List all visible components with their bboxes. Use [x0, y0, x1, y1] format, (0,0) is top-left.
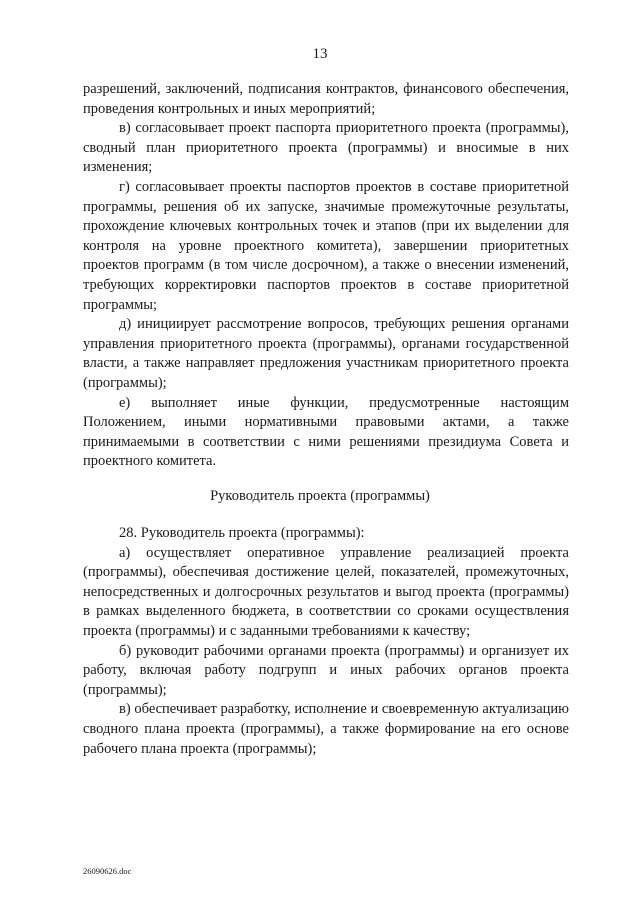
section-1-text: [83, 80, 569, 472]
paragraph-item-d: д) инициирует рассмотрение вопросов, требующих решения органами управления приоритетного проекта (программы), органами государственной власти, а также направляет предложения участникам приоритетного проекта (программы);: [83, 316, 569, 391]
paragraph-item-v: в) согласовывает проект паспорта приоритетного проекта (программы), сводный план приоритетного проекта (программы) и вносимые в них изменения;: [83, 120, 569, 176]
paragraph-item-g: г) согласовывает проекты паспортов проектов в составе приоритетной программы, решения об их запуске, значимые промежуточные результаты, прохождение ключевых контрольных точек и этапов (при их выделении для контроля на уровне проектного комитета), завершении приоритетных проектов программ (в том числе досрочном), а также о внесении изменений, требующих корректировки паспортов проектов в составе приоритетной программы;: [83, 178, 569, 313]
paragraph-item-b: б) руководит рабочими органами проекта (программы) и организует их работу, включая работу подгрупп и иных рабочих органов проекта (программы);: [83, 642, 569, 698]
paragraph-item-28: 28. Руководитель проекта (программы):: [119, 525, 365, 541]
page-number: 13: [312, 46, 328, 62]
paragraph-continuation: разрешений, заключений, подписания контрактов, финансового обеспечения, проведения контрольных и иных мероприятий;: [83, 81, 569, 117]
paragraph-item-v2: в) обеспечивает разработку, исполнение и своевременную актуализацию сводного плана проекта (программы), а также формирование на его основе рабочего плана проекта (программы);: [83, 701, 569, 757]
section-heading: Руководитель проекта (программы): [210, 488, 430, 504]
paragraph-item-a: а) осуществляет оперативное управление реализацией проекта (программы), обеспечивая достижение целей, показателей, промежуточных, непосредственных и долгосрочных результатов и выгод проекта (программы) в рамках выделенного бюджета, в соответствии со сроками осуществления проекта (программы) и с заданными требованиями к качеству;: [83, 544, 569, 639]
section-2-text: [83, 524, 569, 759]
paragraph-item-e: е) выполняет иные функции, предусмотренные настоящим Положением, иными нормативными правовыми актами, а также принимаемыми в соответствии с ними решениями президиума Совета и проектного комитета.: [83, 394, 569, 470]
footer-filename: 26090626.doc: [83, 866, 132, 876]
